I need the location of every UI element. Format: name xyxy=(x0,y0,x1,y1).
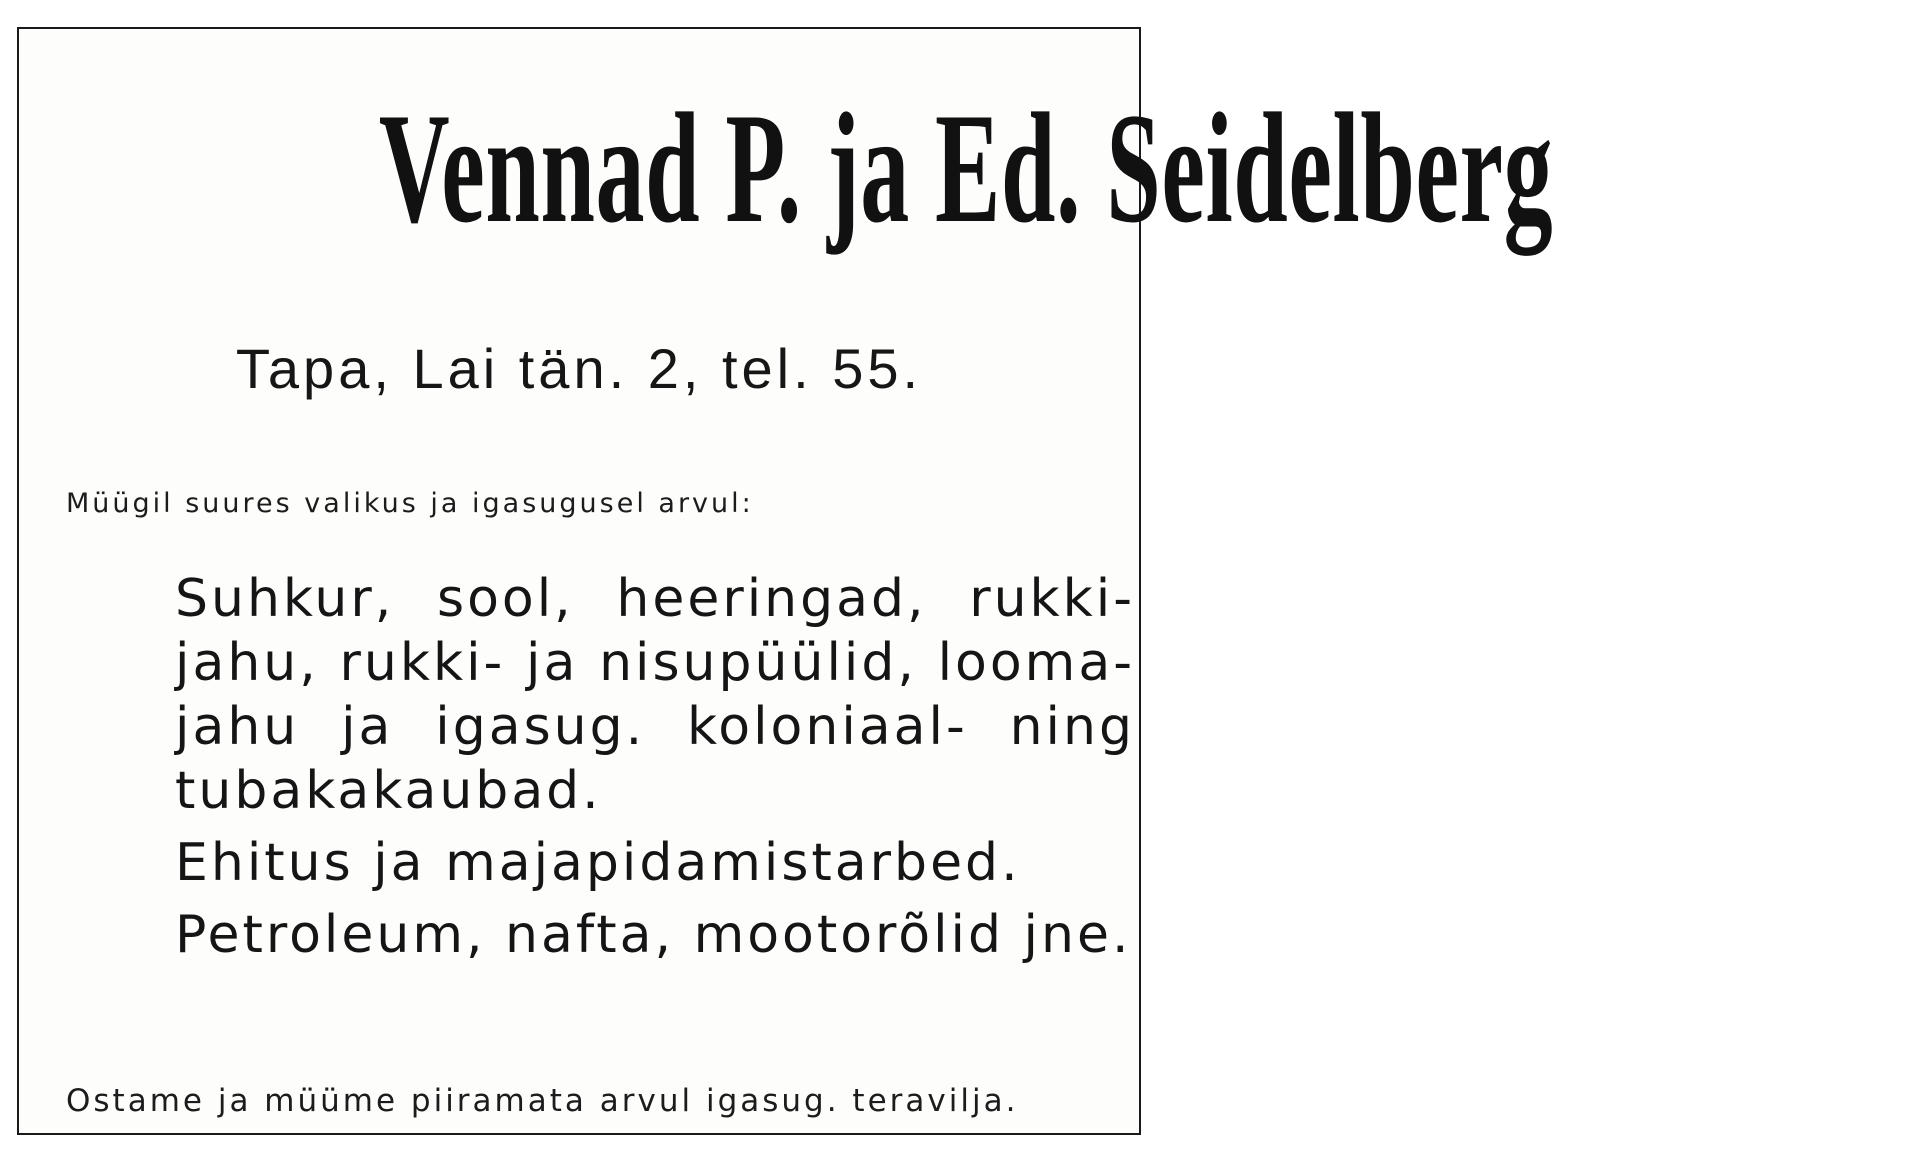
goods-word: looma- xyxy=(937,633,1135,693)
goods-word: rukki- xyxy=(339,633,506,693)
goods-line-2 xyxy=(175,631,1135,695)
advertisement-title xyxy=(19,79,1554,259)
footer-text: Ostame ja müüme piiramata arvul igasug. teravilja. xyxy=(66,1083,1019,1119)
intro-text: Müügil suures valikus ja igasugusel arvul: xyxy=(66,488,754,519)
goods-line-3 xyxy=(175,695,1135,759)
goods-word: Suhkur, xyxy=(175,569,395,629)
goods-line-1 xyxy=(175,567,1135,631)
goods-list xyxy=(175,567,1135,967)
goods-line-6: Petroleum, nafta, mootorõlid jne. xyxy=(175,905,1132,965)
goods-line-5: Ehitus ja majapidamistarbed. xyxy=(175,833,1021,893)
title-text: Vennad P. ja Ed. Seidelberg xyxy=(378,81,1554,256)
advertisement-frame xyxy=(17,27,1554,1135)
goods-line-4: tubakakaubad. xyxy=(175,761,602,821)
goods-word: sool, xyxy=(437,569,574,629)
goods-word: nisupüülid, xyxy=(599,633,917,693)
goods-word: koloniaal- xyxy=(687,697,968,757)
goods-word: jahu, xyxy=(175,633,319,693)
goods-word: igasug. xyxy=(435,697,646,757)
goods-word: ja xyxy=(341,697,394,757)
goods-word: ning xyxy=(1009,697,1135,757)
goods-word: jahu xyxy=(175,697,300,757)
goods-word: rukki- xyxy=(969,569,1135,629)
goods-word: heeringad, xyxy=(616,569,927,629)
address-line: Tapa, Lai tän. 2, tel. 55. xyxy=(235,337,923,400)
goods-word: ja xyxy=(526,633,579,693)
